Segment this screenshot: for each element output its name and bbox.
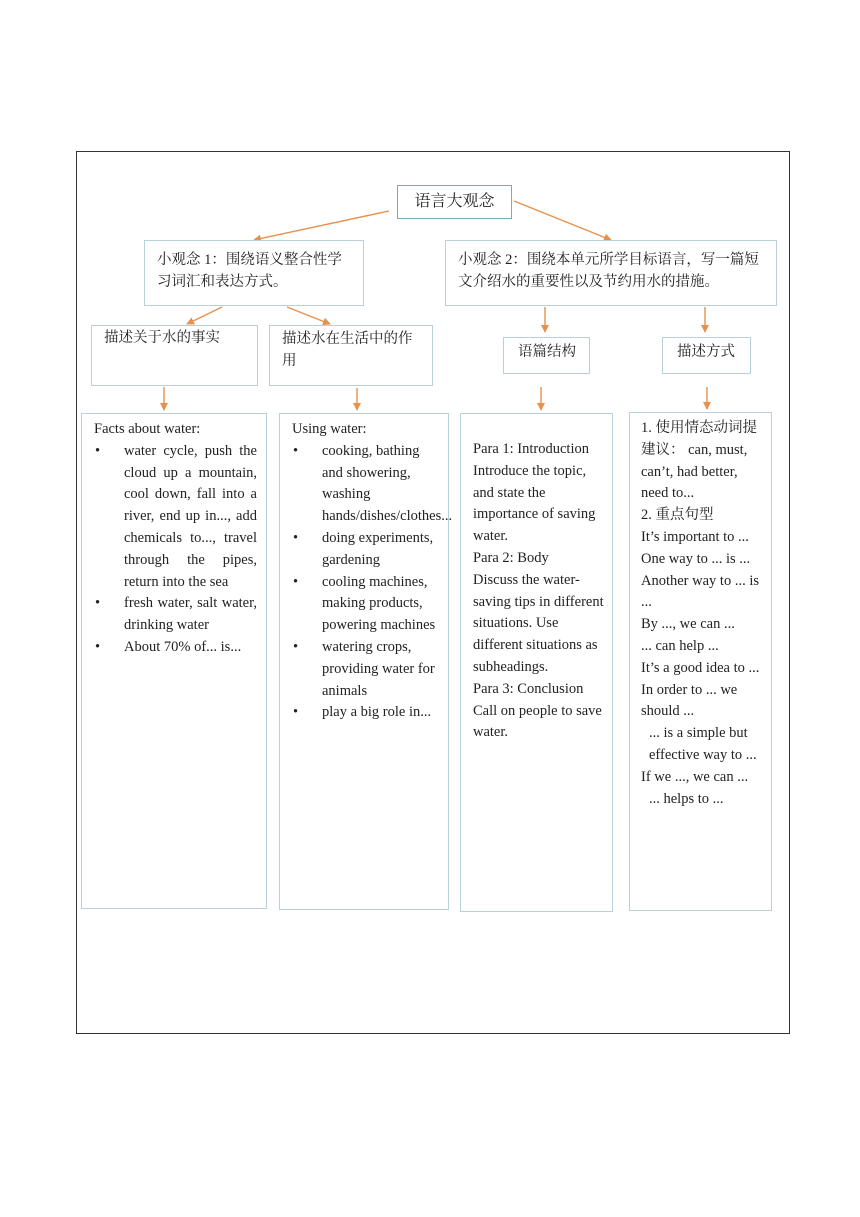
root-concept xyxy=(397,185,512,219)
sub-concept-2 xyxy=(445,240,777,306)
sentence-pattern: Another way to ... is ... xyxy=(641,572,759,611)
topic-structure-label: 语篇结构 xyxy=(518,344,576,360)
sentence-pattern: It’s a good idea to ... xyxy=(641,659,760,676)
sentence-pattern: By ..., we can ... xyxy=(641,616,735,633)
modal-verbs-note: 1. 使用情态动词提建议： can, must, can’t, had better, need to... xyxy=(641,420,757,502)
arrow-sub1-to-topic2 xyxy=(287,307,330,324)
sentence-pattern: In order to ... we should ... xyxy=(641,681,738,720)
sentence-pattern: One way to ... is ... xyxy=(641,550,751,567)
sub-concept-1 xyxy=(144,240,364,306)
list-item: • watering crops, providing water for animals xyxy=(292,637,441,702)
uses-column xyxy=(279,413,453,910)
structure-column xyxy=(460,413,613,912)
topic-facts-label: 描述关于水的事实 xyxy=(104,330,220,346)
sentence-pattern: ... can help ... xyxy=(641,637,719,654)
sentence-pattern: It’s important to ... xyxy=(641,528,749,545)
para-3-heading: Para 3: Conclusion xyxy=(473,680,584,697)
arrow-sub1-to-topic1 xyxy=(187,307,222,324)
topic-expression xyxy=(662,337,751,374)
list-item: • About 70% of... is... xyxy=(94,637,257,659)
facts-list xyxy=(94,441,257,659)
list-item: • play a big role in... xyxy=(292,702,441,724)
uses-list xyxy=(292,441,453,724)
facts-title: Facts about water: xyxy=(94,421,201,437)
list-item: • water cycle, push the cloud up a mountain, cool down, fall into a river, end up in..., add chemicals to..., travel through the pipes, return into the sea xyxy=(94,441,257,594)
list-item: • cooking, bathing and showering, washing hands/dishes/clothes... xyxy=(292,441,441,528)
para-1-text: Introduce the topic, and state the importance of saving water. xyxy=(473,462,596,545)
list-item: • doing experiments, gardening xyxy=(292,528,441,572)
uses-title: Using water: xyxy=(292,421,367,437)
root-label: 语言大观念 xyxy=(414,193,495,211)
list-item: • fresh water, salt water, drinking water xyxy=(94,593,257,637)
para-1-heading: Para 1: Introduction xyxy=(473,441,589,457)
para-2-text: Discuss the water-saving tips in different situations. Use different situations as subheadings. xyxy=(473,571,604,675)
topic-facts xyxy=(91,325,258,386)
arrow-root-to-sub2 xyxy=(514,201,611,240)
topic-structure xyxy=(503,337,590,374)
sentence-pattern: ... is a simple but effective way to ... xyxy=(649,725,757,763)
facts-column xyxy=(81,413,267,909)
sub-concept-1-text: 小观念 1：围绕语义整合性学习词汇和表达方式。 xyxy=(157,252,342,290)
arrow-root-to-sub1 xyxy=(254,211,389,240)
para-3-text: Call on people to save water. xyxy=(473,702,602,741)
topic-uses xyxy=(269,325,433,386)
para-2-heading: Para 2: Body xyxy=(473,549,549,566)
sub-concept-2-text: 小观念 2：围绕本单元所学目标语言，写一篇短文介绍水的重要性以及节约用水的措施。 xyxy=(458,252,759,290)
topic-expression-label: 描述方式 xyxy=(677,344,735,360)
topic-uses-label: 描述水在生活中的作用 xyxy=(282,331,413,369)
sentence-pattern: If we ..., we can ... xyxy=(641,768,749,785)
list-item: • cooling machines, making products, powering machines xyxy=(292,572,441,637)
expression-column xyxy=(629,412,772,911)
key-patterns-heading: 2. 重点句型 xyxy=(641,507,714,524)
sentence-pattern: ... helps to ... xyxy=(649,790,724,807)
